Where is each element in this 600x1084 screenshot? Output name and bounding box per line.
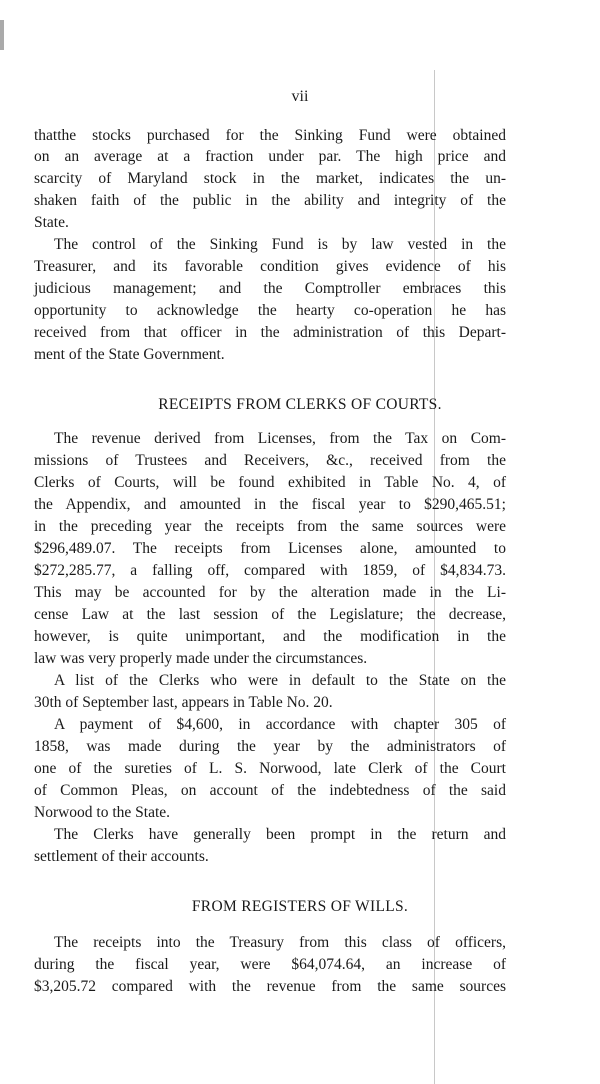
- page-number: vii: [291, 88, 309, 105]
- text-line: $296,489.07. The receipts from Licenses alone, amounted to: [34, 540, 506, 557]
- text-line: $3,205.72 compared with the revenue from the same sources: [34, 978, 506, 995]
- text-line: on an average at a fraction under par. The high price and: [34, 148, 506, 165]
- text-line: received from that officer in the administration of this Depart-: [34, 324, 506, 341]
- section-heading: FROM REGISTERS OF WILLS.: [191, 898, 409, 915]
- text-line: The receipts into the Treasury from this class of officers,: [54, 934, 506, 951]
- text-line: missions of Trustees and Receivers, &c., received from the: [34, 452, 506, 469]
- text-line: Clerks of Courts, will be found exhibited in Table No. 4, of: [34, 474, 506, 491]
- text-line: 1858, was made during the year by the administrators of: [34, 738, 506, 755]
- text-line: State.: [34, 214, 69, 231]
- text-line: opportunity to acknowledge the hearty co-operation he has: [34, 302, 506, 319]
- text-line: of Common Pleas, on account of the indebtedness of the said: [34, 782, 506, 799]
- text-line: the Appendix, and amounted in the fiscal year to $290,465.51;: [34, 496, 506, 513]
- text-line: A list of the Clerks who were in default to the State on the: [54, 672, 506, 689]
- text-line: A payment of $4,600, in accordance with chapter 305 of: [54, 716, 506, 733]
- text-line: in the preceding year the receipts from the same sources were: [34, 518, 506, 535]
- text-line: The revenue derived from Licenses, from the Tax on Com-: [54, 430, 506, 447]
- text-line: The Clerks have generally been prompt in the return and: [54, 826, 506, 843]
- page-edge-mark: [0, 20, 4, 50]
- section-heading: RECEIPTS FROM CLERKS OF COURTS.: [158, 396, 442, 413]
- text-line: shaken faith of the public in the ability and integrity of the: [34, 192, 506, 209]
- text-line: Norwood to the State.: [34, 804, 171, 821]
- text-line: however, is quite unimportant, and the modification in the: [34, 628, 506, 645]
- text-line: The control of the Sinking Fund is by law vested in the: [54, 236, 506, 253]
- text-line: judicious management; and the Comptroller embraces this: [34, 280, 506, 297]
- text-line: thatthe stocks purchased for the Sinking Fund were obtained: [34, 127, 506, 144]
- text-line: ment of the State Government.: [34, 346, 225, 363]
- text-line: Treasurer, and its favorable condition gives evidence of his: [34, 258, 506, 275]
- text-line: settlement of their accounts.: [34, 848, 209, 865]
- text-line: $272,285.77, a falling off, compared with 1859, of $4,834.73.: [34, 562, 506, 579]
- text-line: cense Law at the last session of the Legislature; the decrease,: [34, 606, 506, 623]
- text-line: law was very properly made under the circumstances.: [34, 650, 368, 667]
- text-line: This may be accounted for by the alteration made in the Li-: [34, 584, 506, 601]
- text-line: scarcity of Maryland stock in the market, indicates the un-: [34, 170, 506, 187]
- text-line: 30th of September last, appears in Table No. 20.: [34, 694, 333, 711]
- text-line: one of the sureties of L. S. Norwood, late Clerk of the Court: [34, 760, 506, 777]
- text-line: during the fiscal year, were $64,074.64, an increase of: [34, 956, 506, 973]
